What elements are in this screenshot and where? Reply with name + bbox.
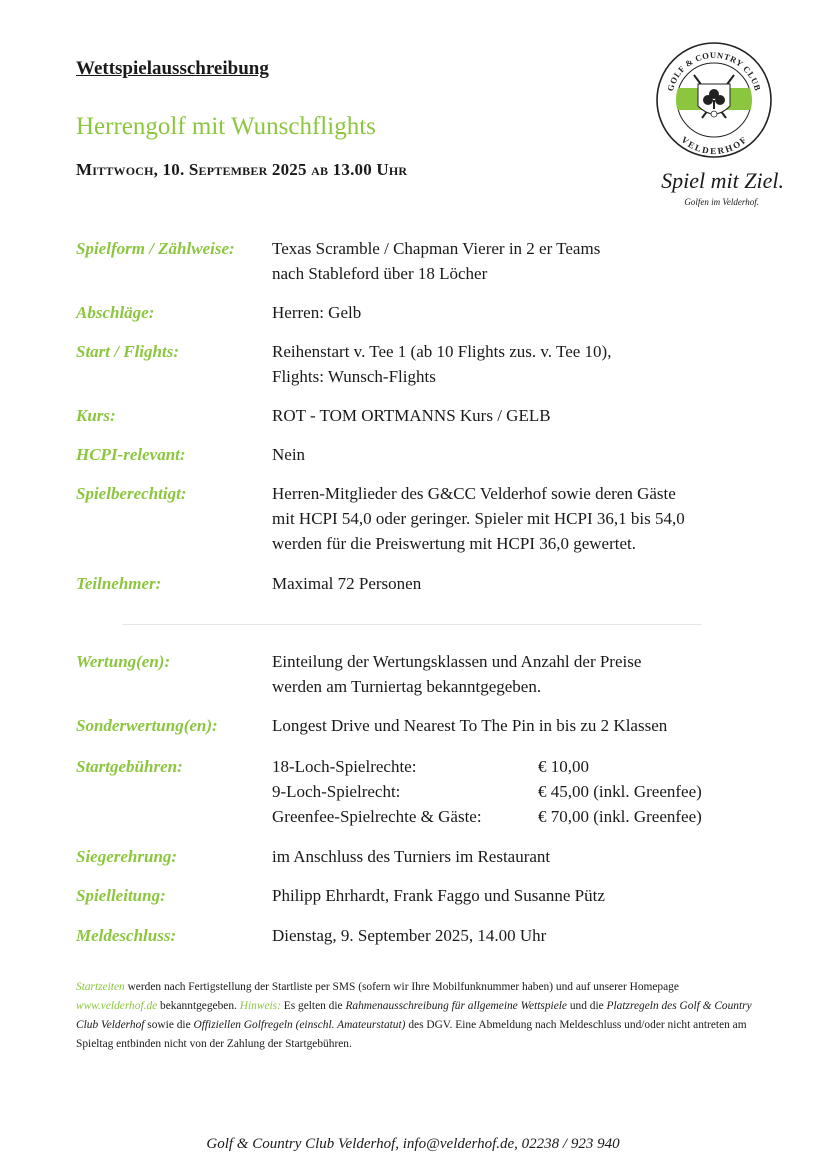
footer: Golf & Country Club Velderhof, info@velderhof.de, 02238 / 923 940	[206, 1136, 620, 1152]
notes-text: sowie die	[144, 1019, 194, 1031]
detail-value: Herren-Mitglieder des G&CC Velderhof sowie deren Gäste	[272, 484, 676, 503]
notes-hinweis: Hinweis:	[239, 1000, 281, 1012]
svg-text:VELDERHOF	[679, 134, 748, 156]
detail-label: Spielleitung:	[76, 886, 166, 905]
detail-label: Meldeschluss:	[76, 926, 177, 945]
detail-label: Siegerehrung:	[76, 847, 178, 866]
detail-label: Wertung(en):	[76, 652, 171, 671]
slogan: Spiel mit Ziel.	[661, 168, 784, 193]
detail-value: Herren: Gelb	[272, 303, 362, 322]
detail-value: Einteilung der Wertungsklassen und Anzahl der Preise	[272, 652, 642, 671]
detail-value: nach Stableford über 18 Löcher	[272, 264, 488, 283]
notes-rahmen: Rahmenausschreibung für allgemeine Wettspiele	[345, 1000, 567, 1012]
homepage-link[interactable]: www.velderhof.de	[76, 1000, 158, 1012]
slogan-sub: Golfen im Velderhof.	[684, 197, 759, 207]
notes-paragraph	[76, 978, 756, 1054]
detail-value: Texas Scramble / Chapman Vierer in 2 er Teams	[272, 239, 601, 258]
fee-price: € 10,00	[538, 757, 589, 776]
detail-value: Reihenstart v. Tee 1 (ab 10 Flights zus. v. Tee 10),	[272, 342, 612, 361]
detail-label: HCPI-relevant:	[76, 445, 186, 464]
detail-value: Flights: Wunsch-Flights	[272, 367, 436, 386]
detail-value: werden für die Preiswertung mit HCPI 36,0 gewertet.	[272, 534, 636, 553]
notes-text: bekanntgegeben.	[157, 1000, 240, 1012]
detail-label: Spielberechtigt:	[76, 484, 187, 503]
notes-platzregeln: Platzregeln des Golf & Country Club Velderhof	[76, 1000, 752, 1031]
notes-text: des DGV. Eine Abmeldung nach Meldeschluss und/oder nicht antreten am Spieltag entbinden nicht von der Zahlung der Startgebühren.	[76, 1019, 747, 1050]
detail-value: Maximal 72 Personen	[272, 574, 422, 593]
logo-ring-bottom: VELDERHOF	[679, 134, 749, 157]
divider	[122, 624, 702, 625]
notes-startzeiten: Startzeiten	[76, 981, 125, 993]
club-logo	[654, 40, 774, 160]
detail-label: Start / Flights:	[76, 342, 179, 361]
detail-label: Kurs:	[76, 406, 116, 425]
detail-value: im Anschluss des Turniers im Restaurant	[272, 847, 551, 866]
fee-name: 9-Loch-Spielrecht:	[272, 782, 401, 801]
fee-price: € 45,00 (inkl. Greenfee)	[538, 782, 702, 801]
detail-value: Longest Drive und Nearest To The Pin in bis zu 2 Klassen	[272, 716, 668, 735]
detail-label: Spielform / Zählweise:	[76, 239, 235, 258]
detail-label: Abschläge:	[76, 303, 155, 322]
page-title: Herrengolf mit Wunschflights	[76, 113, 376, 140]
fees-label: Startgebühren:	[76, 757, 183, 776]
fee-name: Greenfee-Spielrechte & Gäste:	[272, 807, 482, 826]
detail-value: Nein	[272, 445, 306, 464]
notes-golfregeln: Offiziellen Golfregeln (einschl. Amateurstatut)	[193, 1019, 406, 1031]
detail-value: Philipp Ehrhardt, Frank Faggo und Susanne Pütz	[272, 886, 605, 905]
fee-name: 18-Loch-Spielrechte:	[272, 757, 417, 776]
notes-text: und die	[567, 1000, 607, 1012]
detail-label: Teilnehmer:	[76, 574, 162, 593]
notes-text: werden nach Fertigstellung der Startliste per SMS (sofern wir Ihre Mobilfunknummer haben) und auf unserer Homepage	[124, 981, 679, 993]
detail-value: Dienstag, 9. September 2025, 14.00 Uhr	[272, 926, 547, 945]
event-date: Mittwoch, 10. September 2025 ab 13.00 Uhr	[76, 160, 408, 179]
fee-price: € 70,00 (inkl. Greenfee)	[538, 807, 702, 826]
detail-label: Sonderwertung(en):	[76, 716, 218, 735]
detail-value: werden am Turniertag bekanntgegeben.	[272, 677, 542, 696]
logo-ring-top: GOLF & COUNTRY CLUB	[665, 49, 763, 93]
notes-text: Es gelten die	[280, 1000, 346, 1012]
detail-value: ROT - TOM ORTMANNS Kurs / GELB	[272, 406, 551, 425]
detail-value: mit HCPI 54,0 oder geringer. Spieler mit HCPI 36,1 bis 54,0	[272, 509, 685, 528]
doc-type: Wettspielausschreibung	[76, 58, 269, 79]
